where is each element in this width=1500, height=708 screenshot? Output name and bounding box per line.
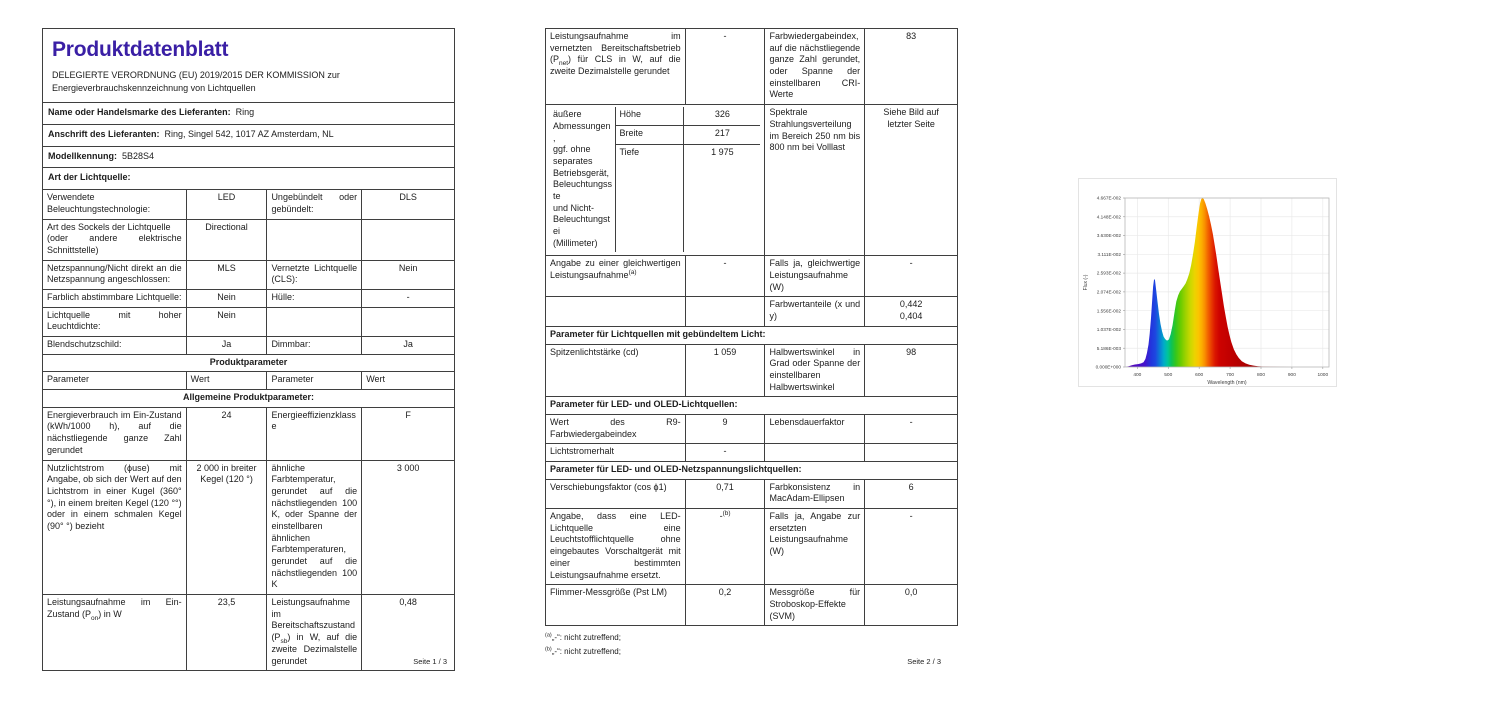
table-row: [546, 462, 958, 480]
x-tick-label: 600: [1195, 373, 1204, 378]
param-value: -: [685, 256, 765, 297]
y-tick-label: 3.630E-002: [1096, 233, 1121, 239]
param-value: 1 059: [685, 344, 765, 397]
param-value: -: [362, 289, 455, 307]
y-tick-label: 3.111E-002: [1097, 251, 1121, 257]
param-label: Spitzenlichtstärke (cd): [546, 344, 686, 397]
param-value: 0,0: [865, 585, 958, 626]
param-label: Leistungsaufnahme im vernetzten Bereitschaftsbetrieb $(P_{net})$ für CLS in W, auf die zweite Dezimalstelle gerundet: [546, 29, 686, 105]
footnote-text: „-“: nicht zutreffend;: [551, 633, 621, 643]
param-value: 0,71: [685, 479, 765, 508]
section-header: Produktparameter: [43, 354, 455, 372]
title-row: [43, 29, 455, 103]
param-value: -: [865, 256, 958, 297]
info-cell: [43, 168, 455, 190]
dimension-value: 1 975: [711, 147, 734, 158]
section-header: Parameter für LED- und OLED-Netzspannungslichtquellen:: [546, 462, 958, 480]
info-label: Anschrift des Lieferanten:: [48, 129, 160, 140]
param-label: Hülle:: [267, 289, 362, 307]
param-value: -: [685, 444, 765, 462]
param-label: ähnliche Farbtemperatur, gerundet auf die nächstliegenden 100 K, oder Spanne der einstellbaren ähnlichen Farbtemperaturen, gerundet auf die nächstliegenden 100 K: [267, 460, 362, 595]
param-label: Halbwertswinkel in Grad oder Spanne der einstellbaren Halbwertswinkel: [765, 344, 865, 397]
param-value: 0,48: [362, 595, 455, 671]
table-row: [546, 256, 958, 297]
table-row: [43, 190, 455, 219]
table-row: [546, 105, 958, 256]
spectral-distribution-chart: [1078, 178, 1337, 387]
info-label: Modellkennung:: [48, 150, 117, 161]
param-label: Lichtquelle mit hoher Leuchtdichte:: [43, 307, 187, 336]
param-value: [865, 444, 958, 462]
param-label: Dimmbar:: [267, 337, 362, 355]
dimensions-inner-table: [550, 107, 760, 252]
table-row: [43, 390, 455, 408]
param-value: 9: [685, 414, 765, 443]
table-row: [43, 372, 455, 390]
dimension-value: 326: [684, 107, 761, 126]
subscript: net: [559, 60, 569, 68]
param-label: [267, 219, 362, 260]
section-header: Allgemeine Produktparameter:: [43, 390, 455, 408]
x-axis-title: Wavelength (nm): [1207, 380, 1247, 386]
spectrum-area: [1125, 198, 1329, 367]
table-row: [546, 297, 958, 326]
param-value: [362, 307, 455, 336]
param-value: Ja: [186, 337, 267, 355]
superscript: (a): [628, 269, 637, 277]
param-value: LED: [186, 190, 267, 219]
x-tick-label: 400: [1133, 373, 1142, 378]
param-value: 0,2: [685, 585, 765, 626]
param-label: Falls ja, Angabe zur ersetzten Leistungsaufnahme (W): [765, 509, 865, 585]
param-value: Ja: [362, 337, 455, 355]
dimension-name: Höhe: [616, 107, 684, 126]
param-value: [685, 297, 765, 326]
y-axis-title: Flux (-): [1083, 274, 1089, 291]
x-tick-label: 1000: [1317, 373, 1329, 378]
table-row: [546, 414, 958, 443]
param-label: Ungebündelt oder gebündelt:: [267, 190, 362, 219]
x-tick-label: 800: [1256, 373, 1266, 378]
datasheet-table-page-2: [545, 28, 958, 626]
page-1: [42, 28, 455, 671]
param-label: Farbkonsistenz in MacAdam-Ellipsen: [765, 479, 865, 508]
param-label: Parameter: [267, 372, 362, 390]
info-label: Name oder Handelsmarke des Lieferanten:: [48, 107, 231, 118]
param-label: Energieeffizienzklasse: [267, 407, 362, 460]
subscript: sb: [280, 637, 288, 645]
param-label: Lichtstromerhalt: [546, 444, 686, 462]
table-row: [43, 307, 455, 336]
footnote-mark: (a): [545, 632, 552, 639]
subscript: on: [91, 614, 99, 622]
dimensions-group-cell: [546, 105, 765, 256]
table-row: [546, 326, 958, 344]
y-tick-label: 2.074E-002: [1096, 289, 1121, 295]
table-row: [43, 407, 455, 460]
dimension-value: 217: [684, 126, 761, 145]
param-label: Messgröße für Stroboskop-Effekte (SVM): [765, 585, 865, 626]
superscript: (b): [722, 510, 731, 518]
param-label: Blendschutzschild:: [43, 337, 187, 355]
param-value: 3 000: [362, 460, 455, 595]
param-label: Flimmer-Messgröße (Pst LM): [546, 585, 686, 626]
page-2-footer: Seite 2 / 3: [907, 657, 941, 666]
info-value: 5B28S4: [122, 150, 155, 161]
y-tick-label: 0.000E+000: [1095, 364, 1121, 370]
param-value: -: [685, 29, 765, 105]
page-title: Produktdatenblatt: [52, 38, 229, 61]
table-row: [546, 509, 958, 585]
table-row: [43, 289, 455, 307]
param-label: Angabe, dass eine LED-Lichtquelle eine Leuchtstofflichtquelle ohne eingebautes Vorschaltgerät mit einer bestimmten Leistungsaufnahme ersetzt.: [546, 509, 686, 585]
info-cell: [43, 125, 455, 147]
param-label: Farbwiedergabeindex, auf die nächstliegende ganze Zahl gerundet, oder Spanne der einstellbaren CRI-Werte: [765, 29, 865, 105]
y-tick-label: 5.186E-003: [1096, 345, 1121, 351]
param-value: 0,442 0,404: [865, 297, 958, 326]
param-value: F: [362, 407, 455, 460]
param-label: Lebensdauerfaktor: [765, 414, 865, 443]
info-label: Art der Lichtquelle:: [48, 172, 131, 183]
param-value: DLS: [362, 190, 455, 219]
param-label: Energieverbrauch im Ein-Zustand (kWh/1000 h), auf die nächstliegende ganze Zahl gerundet: [43, 407, 187, 460]
param-label: Angabe zu einer gleichwertigen Leistungsaufnahme$^{(a)}$: [546, 256, 686, 297]
table-row: [546, 479, 958, 508]
param-label: Wert: [362, 372, 455, 390]
info-row: [43, 125, 455, 147]
param-label: Farbwertanteile (x und y): [765, 297, 865, 326]
param-value: 23,5: [186, 595, 267, 671]
info-cell: [43, 146, 455, 168]
param-value: -: [865, 414, 958, 443]
param-label: Netzspannung/Nicht direkt an die Netzspannung angeschlossen:: [43, 260, 187, 289]
param-value: Siehe Bild auf letzter Seite: [865, 105, 958, 256]
regulation-line: DELEGIERTE VERORDNUNG (EU) 2019/2015 DER KOMMISSION zur: [52, 70, 340, 81]
info-value: Ring: [235, 107, 255, 118]
y-tick-label: 1.556E-002: [1096, 308, 1121, 314]
footnote-text: „-“: nicht zutreffend;: [551, 647, 621, 657]
param-value: Nein: [362, 260, 455, 289]
param-value: 98: [865, 344, 958, 397]
table-row: [546, 397, 958, 415]
section-header: Parameter für Lichtquellen mit gebündeltem Licht:: [546, 326, 958, 344]
param-label: [267, 307, 362, 336]
dimension-name: Breite: [616, 126, 684, 145]
table-row: [546, 29, 958, 105]
regulation-line: Energieverbrauchskennzeichnung von Lichtquellen: [52, 83, 256, 94]
table-row: [43, 460, 455, 595]
param-label: Falls ja, gleichwertige Leistungsaufnahme (W): [765, 256, 865, 297]
y-tick-label: 1.037E-002: [1096, 327, 1121, 333]
param-label: Wert des R9-Farbwiedergabeindex: [546, 414, 686, 443]
info-row: [43, 146, 455, 168]
param-value: Directional: [186, 219, 267, 260]
param-label: Spektrale Strahlungsverteilung im Bereich 250 nm bis 800 nm bei Volllast: [765, 105, 865, 256]
table-row: [546, 344, 958, 397]
title-cell: [43, 29, 455, 103]
info-row: [43, 168, 455, 190]
dimensions-label: äußere Abmessungen, ggf. ohne separates Betriebsgerät, Beleuchtungsste und Nicht- Beleuchtungstei (Millimeter): [550, 107, 616, 252]
datasheet-table-page-1: [42, 28, 455, 671]
x-tick-label: 700: [1226, 373, 1235, 378]
param-label: Vernetzte Lichtquelle (CLS):: [267, 260, 362, 289]
param-value: -: [865, 509, 958, 585]
param-label: Leistungsaufnahme im Ein-Zustand $(P_{on})$ in W: [43, 595, 187, 671]
dimension-name: Tiefe: [616, 145, 684, 253]
param-value: Nein: [186, 307, 267, 336]
param-value: 2 000 in breiter Kegel (120 °): [186, 460, 267, 595]
table-row: [43, 260, 455, 289]
param-value: 83: [865, 29, 958, 105]
y-tick-label: 4.148E-002: [1096, 214, 1121, 220]
info-cell: [43, 103, 455, 125]
param-value: [362, 219, 455, 260]
param-label: Parameter: [43, 372, 187, 390]
info-row: [43, 103, 455, 125]
param-value: 24: [186, 407, 267, 460]
table-row: [43, 219, 455, 260]
param-value: 6: [865, 479, 958, 508]
footnote-mark: (b): [545, 646, 552, 653]
x-tick-label: 900: [1287, 373, 1296, 378]
param-label: [546, 297, 686, 326]
param-label: Leistungsaufnahme im Bereitschaftszustand $(P_{sb})$ in W, auf die zweite Dezimalstelle gerundet: [267, 595, 362, 671]
param-label: Wert: [186, 372, 267, 390]
param-value: Nein: [186, 289, 267, 307]
param-label: Farblich abstimmbare Lichtquelle:: [43, 289, 187, 307]
table-row: [546, 585, 958, 626]
footnotes: [545, 631, 958, 659]
table-row: [43, 354, 455, 372]
param-value: MLS: [186, 260, 267, 289]
param-label: [765, 444, 865, 462]
param-label: Verwendete Beleuchtungstechnologie:: [43, 190, 187, 219]
param-label: Nutzlichtstrom (ϕuse) mit Angabe, ob sich der Wert auf den Lichtstrom in einer Kugel (360° °), in einem breiten Kegel (120 °°) oder in einem schmalen Kegel (90° °) bezieht: [43, 460, 187, 595]
y-tick-label: 2.593E-002: [1096, 270, 1121, 276]
section-header: Parameter für LED- und OLED-Lichtquellen:: [546, 397, 958, 415]
table-row: [546, 444, 958, 462]
dimension-row: [550, 107, 760, 126]
table-row: [43, 337, 455, 355]
param-label: Art des Sockels der Lichtquelle (oder andere elektrische Schnittstelle): [43, 219, 187, 260]
param-value: -$^{(b)}$: [685, 509, 765, 585]
page-2: [545, 28, 958, 659]
param-label: Verschiebungsfaktor (cos ϕ1): [546, 479, 686, 508]
footnote-a: [545, 631, 958, 645]
spectral-chart-svg: [1079, 179, 1336, 386]
y-tick-label: 4.667E-002: [1096, 195, 1121, 201]
x-tick-label: 500: [1164, 373, 1173, 378]
info-value: Ring, Singel 542, 1017 AZ Amsterdam, NL: [164, 129, 334, 140]
page-1-footer: Seite 1 / 3: [413, 657, 447, 666]
